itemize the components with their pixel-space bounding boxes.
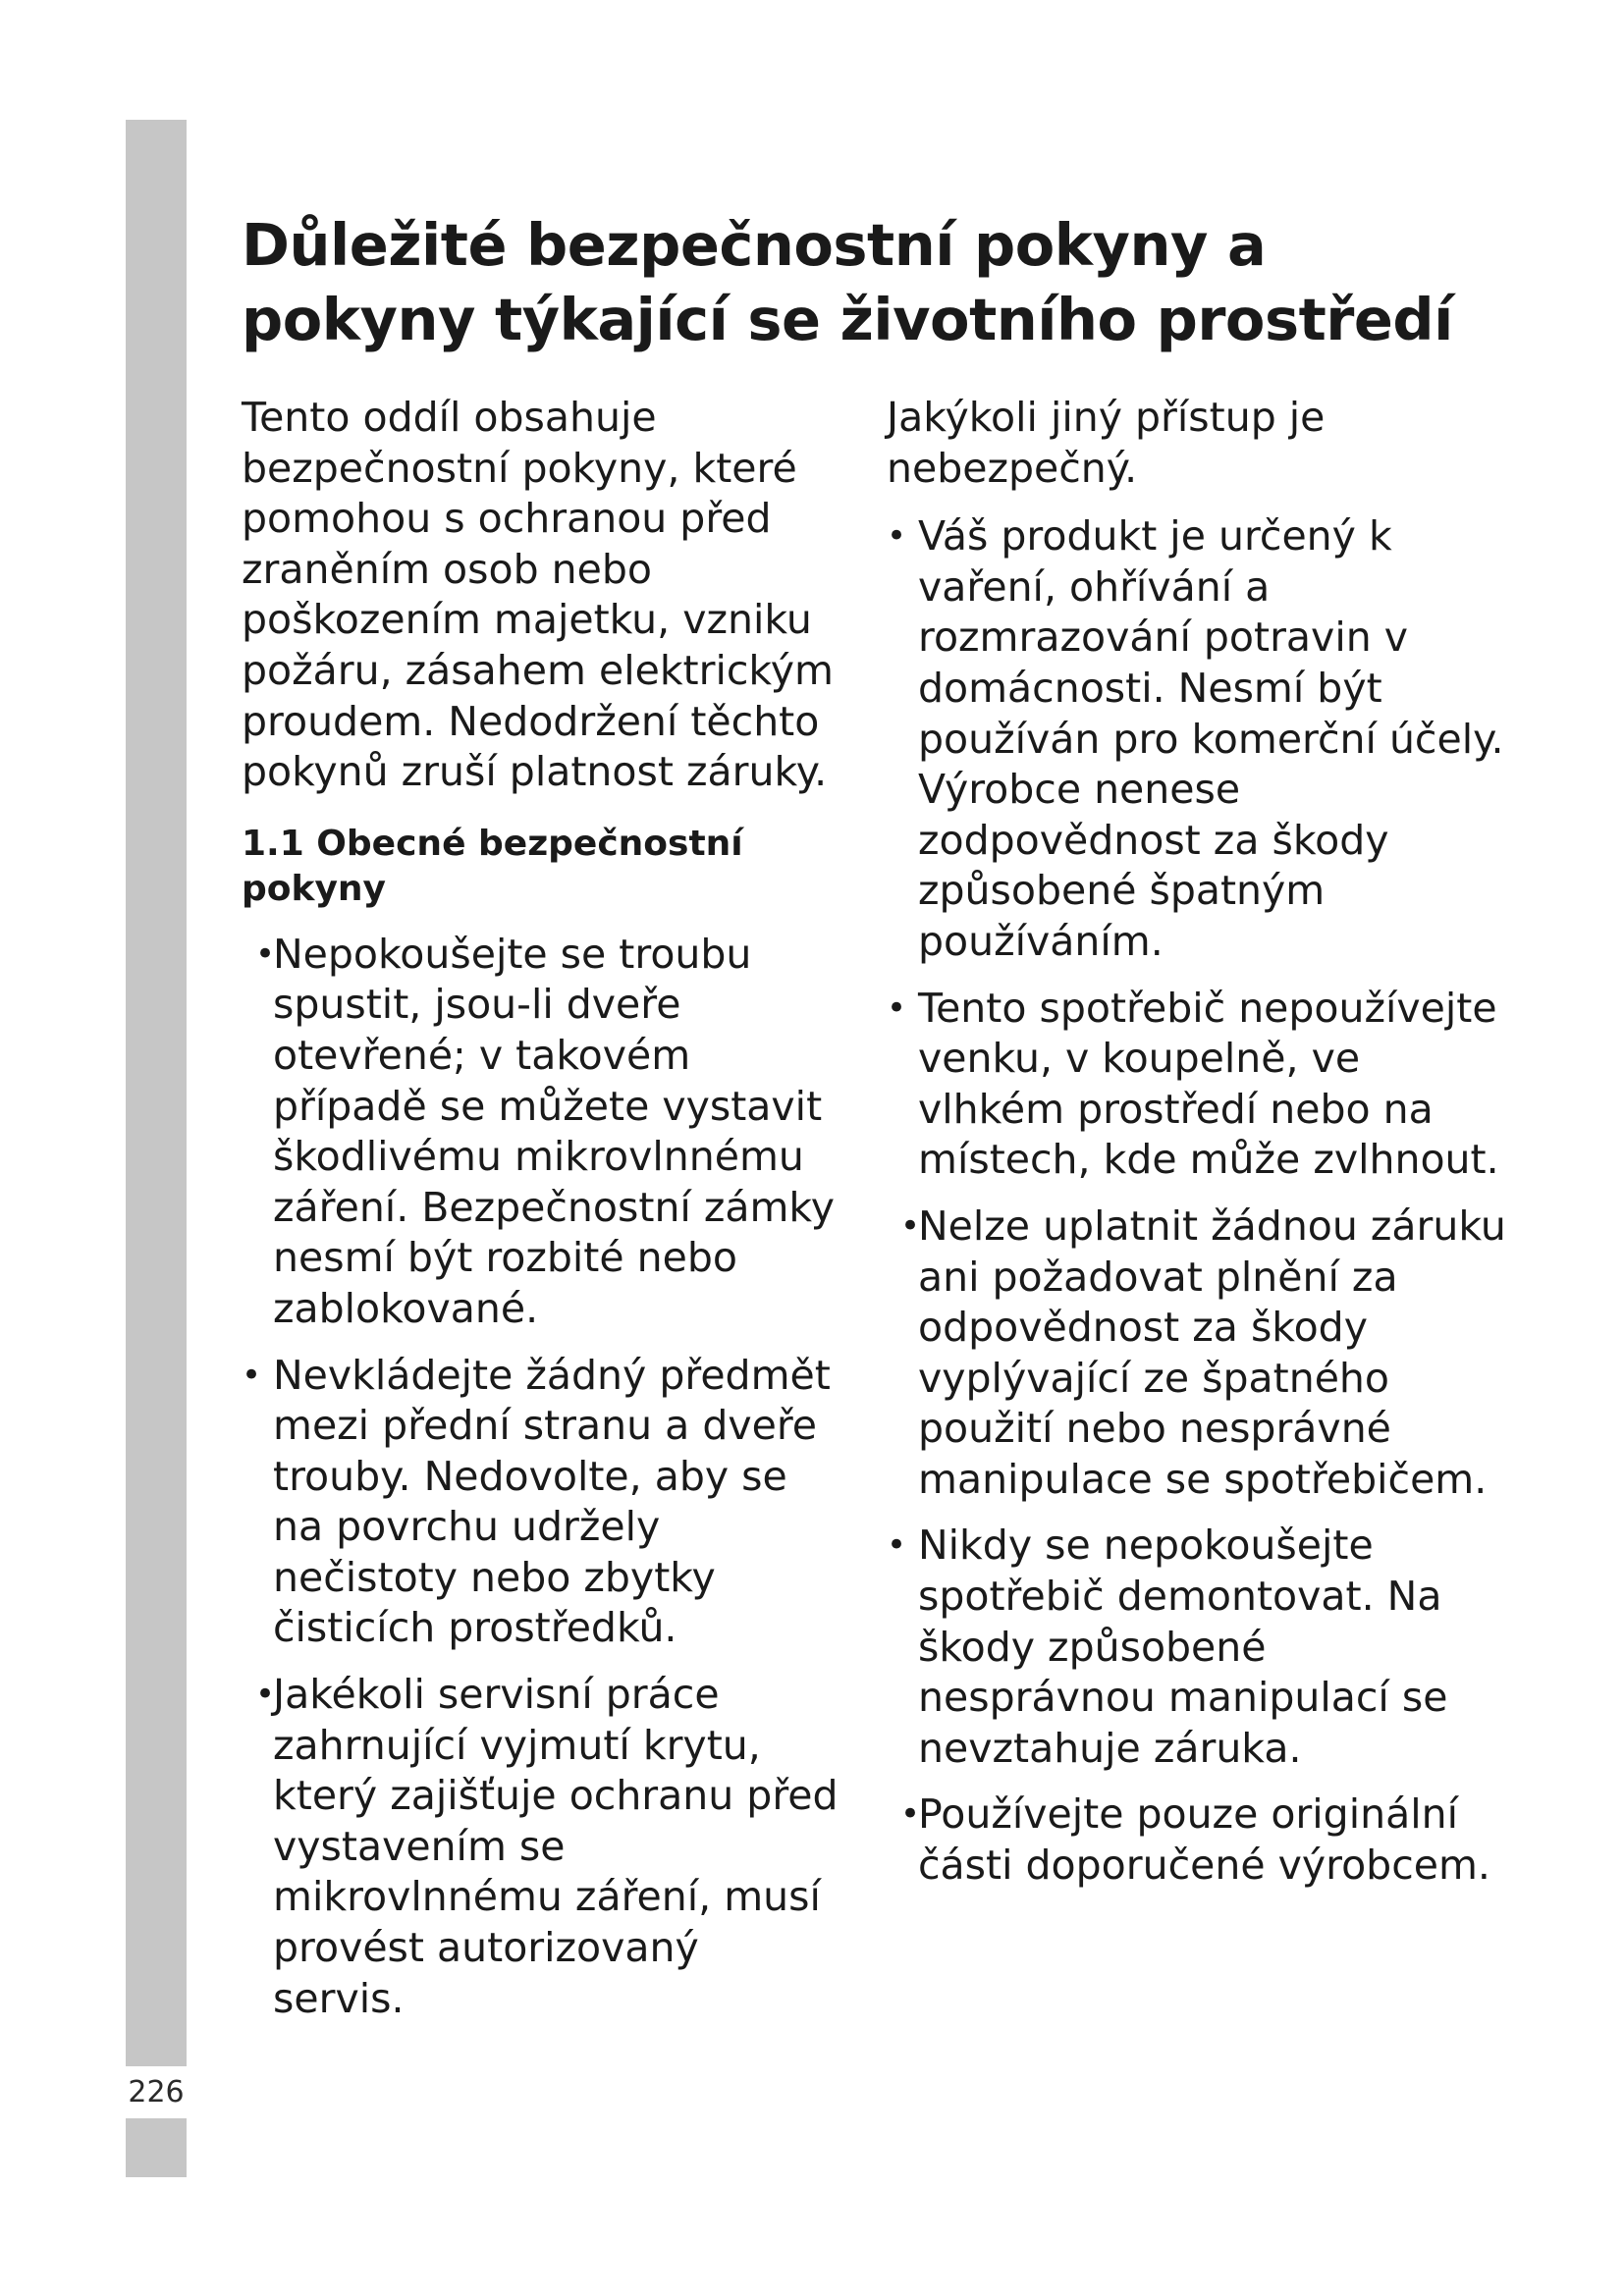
list-item — [242, 930, 842, 1335]
list-item — [887, 1521, 1515, 1774]
list-item-text: Nevkládejte žádný předmět mezi přední stranu a dveře trouby. Nedovolte, aby se na povrchu udržely nečistoty nebo zbytky čisticích prostředků. — [273, 1351, 831, 1652]
bullet-icon: • — [887, 1525, 907, 1566]
side-margin-tab — [126, 2118, 187, 2177]
list-item-text: Používejte pouze originální části doporučené výrobcem. — [918, 1790, 1490, 1890]
page-number: 226 — [128, 2075, 185, 2109]
continuation-paragraph: Jakýkoli jiný přístup je nebezpečný. — [887, 394, 1326, 492]
list-item-text: Nikdy se nepokoušejte spotřebič demontovat. Na škody způsobené nesprávnou manipulací se nevztahuje záruka. — [918, 1522, 1448, 1772]
bullet-icon: • — [887, 988, 907, 1028]
list-item-text: Váš produkt je určený k vaření, ohřívání a rozmrazování potravin v domácnosti. Nesmí být používán pro komerční účely. Výrobce nenese zodpovědnost za škody způsobené špatným používáním. — [918, 512, 1504, 965]
left-column — [242, 393, 842, 2040]
list-item — [887, 511, 1515, 967]
list-item — [242, 1670, 842, 2024]
list-item-text: Nepokoušejte se troubu spustit, jsou-li dveře otevřené; v takovém případě se můžete vystavit škodlivému mikrovlnnému záření. Bezpečnostní zámky nesmí být rozbité nebo zablokované. — [273, 930, 835, 1332]
list-item-text: Nelze uplatnit žádnou záruku ani požadovat plnění za odpovědnost za škody vyplývající ze špatného použití nebo nesprávné manipulace se spotřebičem. — [918, 1201, 1506, 1503]
list-item-text: Tento spotřebič nepoužívejte venku, v koupelně, ve vlhkém prostředí nebo na místech, kde může zvlhnout. — [918, 984, 1499, 1184]
bullet-icon: • — [242, 1355, 262, 1395]
bullet-icon: • — [255, 934, 276, 974]
list-item — [887, 1789, 1515, 1891]
right-column — [887, 393, 1515, 1907]
list-item-text: Jakékoli servisní práce zahrnující vyjmutí krytu, který zajišťuje ochranu před vystavením se mikrovlnnému záření, musí provést autorizovaný servis. — [273, 1671, 839, 2022]
bullet-icon: • — [900, 1205, 921, 1246]
section-heading: 1.1 Obecné bezpečnostní pokyny — [242, 823, 743, 909]
bullet-icon: • — [887, 516, 907, 557]
intro-paragraph: Tento oddíl obsahuje bezpečnostní pokyny, které pomohou s ochranou před zraněním osob nebo poškozením majetku, vzniku požáru, zásahem elektrickým proudem. Nedodržení těchto pokynů zruší platnost záruky. — [242, 394, 834, 796]
side-margin-bar — [126, 120, 187, 2066]
bullet-icon: • — [255, 1675, 276, 1715]
page-title: Důležité bezpečnostní pokyny a pokyny týkající se životního prostředí — [242, 211, 1453, 353]
list-item — [887, 984, 1515, 1186]
list-item — [242, 1351, 842, 1655]
bullet-icon: • — [900, 1794, 921, 1835]
list-item — [887, 1201, 1515, 1506]
